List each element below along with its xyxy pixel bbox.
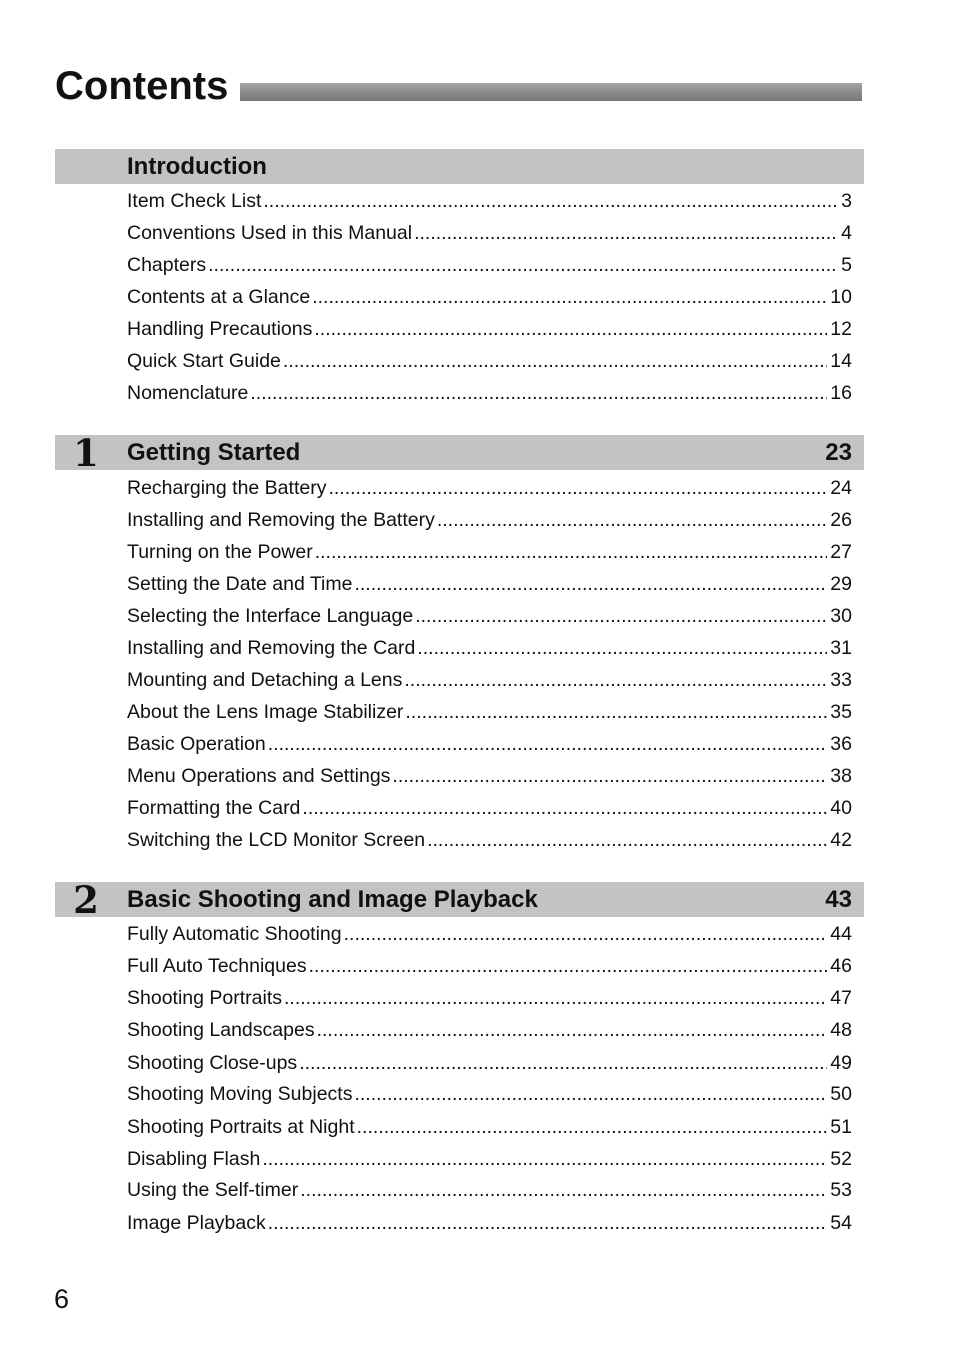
toc-entry-label: Basic Operation	[127, 733, 266, 755]
toc-entry[interactable]	[127, 826, 852, 854]
toc-entry-label: Using the Self-timer	[127, 1179, 299, 1201]
toc-entry-label: Shooting Close-ups	[127, 1052, 298, 1074]
toc-entry-page: 52	[830, 1148, 852, 1170]
toc-entry-page: 24	[830, 477, 852, 499]
dot-leader	[392, 762, 827, 790]
toc-entry[interactable]	[127, 920, 852, 948]
toc-entry[interactable]	[127, 634, 852, 662]
toc-entry-page: 42	[830, 829, 852, 851]
section-introduction	[55, 149, 864, 404]
dot-leader	[268, 730, 828, 758]
dot-leader	[300, 1176, 827, 1204]
toc-entry-label: Item Check List	[127, 190, 262, 212]
page-title: Contents	[55, 64, 229, 108]
toc-entry[interactable]	[127, 379, 852, 407]
toc-entry-label: Recharging the Battery	[127, 477, 327, 499]
toc-entry-page: 36	[830, 733, 852, 755]
toc-entry-page: 38	[830, 765, 852, 787]
toc-entry-label: Full Auto Techniques	[127, 955, 307, 977]
toc-entry-label: Menu Operations and Settings	[127, 765, 391, 787]
toc-entry[interactable]	[127, 1113, 852, 1141]
dot-leader	[302, 794, 827, 822]
dot-leader	[357, 1113, 828, 1141]
toc-entry[interactable]	[127, 730, 852, 758]
toc-entry-label: Switching the LCD Monitor Screen	[127, 829, 426, 851]
toc-entry[interactable]	[127, 187, 852, 215]
toc-entry[interactable]	[127, 1049, 852, 1077]
page-number: 6	[54, 1284, 70, 1314]
section-title[interactable]: Introduction	[127, 153, 267, 180]
dot-leader	[299, 1049, 827, 1077]
section-title[interactable]: Getting Started	[127, 439, 301, 466]
toc-entry[interactable]	[127, 219, 852, 247]
toc-entry-label: Shooting Portraits	[127, 987, 283, 1009]
toc-entry-page: 46	[830, 955, 852, 977]
section-title[interactable]: Basic Shooting and Image Playback	[127, 886, 538, 913]
toc-entry-page: 44	[830, 923, 852, 945]
dot-leader	[314, 315, 827, 343]
dot-leader	[417, 634, 827, 662]
toc-entry-page: 35	[830, 701, 852, 723]
toc-entry[interactable]	[127, 570, 852, 598]
toc-entry[interactable]	[127, 1080, 852, 1108]
toc-entry[interactable]	[127, 474, 852, 502]
toc-entry[interactable]	[127, 538, 852, 566]
toc-entry-label: Fully Automatic Shooting	[127, 923, 342, 945]
toc-entry-label: Contents at a Glance	[127, 286, 311, 308]
dot-leader	[344, 920, 828, 948]
toc-entry-label: Installing and Removing the Battery	[127, 509, 435, 531]
toc-entry-label: Quick Start Guide	[127, 350, 281, 372]
toc-entry-page: 50	[830, 1083, 852, 1105]
toc-entry[interactable]	[127, 666, 852, 694]
toc-entry-page: 14	[830, 350, 852, 372]
title-decoration-bar	[240, 83, 862, 101]
toc-entry-label: Image Playback	[127, 1212, 266, 1234]
dot-leader	[415, 602, 827, 630]
toc-entry[interactable]	[127, 283, 852, 311]
toc-entry-label: Installing and Removing the Card	[127, 637, 416, 659]
toc-entry[interactable]	[127, 506, 852, 534]
dot-leader	[250, 379, 827, 407]
toc-entry-page: 3	[841, 190, 852, 212]
dot-leader	[328, 474, 827, 502]
dot-leader	[312, 283, 827, 311]
toc-entry-page: 48	[830, 1019, 852, 1041]
section-page: 23	[825, 439, 852, 466]
dot-leader	[283, 347, 827, 375]
dot-leader	[309, 952, 828, 980]
toc-entry[interactable]	[127, 762, 852, 790]
chapter-number: 2	[73, 878, 99, 922]
toc-entry-page: 4	[841, 222, 852, 244]
toc-entry[interactable]	[127, 952, 852, 980]
section-basic-shooting	[55, 878, 864, 1234]
section-header	[55, 431, 864, 475]
toc-entry-label: Disabling Flash	[127, 1148, 261, 1170]
toc-entry-page: 5	[841, 254, 852, 276]
toc-entry-page: 49	[830, 1052, 852, 1074]
toc-entry-label: Handling Precautions	[127, 318, 313, 340]
toc-entry[interactable]	[127, 602, 852, 630]
dot-leader	[317, 1016, 828, 1044]
toc-entry-label: Setting the Date and Time	[127, 573, 353, 595]
toc-entry[interactable]	[127, 984, 852, 1012]
section-header	[55, 878, 864, 922]
toc-entry-page: 31	[830, 637, 852, 659]
dot-leader	[263, 187, 838, 215]
dot-leader	[427, 826, 827, 854]
dot-leader	[315, 538, 828, 566]
toc-entry-page: 30	[830, 605, 852, 627]
toc-entry-page: 26	[830, 509, 852, 531]
toc-entry[interactable]	[127, 794, 852, 822]
toc-entry[interactable]	[127, 698, 852, 726]
toc-entry-label: Shooting Portraits at Night	[127, 1116, 355, 1138]
toc-entry-label: About the Lens Image Stabilizer	[127, 701, 404, 723]
toc-entry-page: 53	[830, 1179, 852, 1201]
toc-entry-label: Shooting Landscapes	[127, 1019, 315, 1041]
toc-entry-label: Mounting and Detaching a Lens	[127, 669, 403, 691]
dot-leader	[268, 1209, 828, 1237]
toc-entry-label: Formatting the Card	[127, 797, 301, 819]
toc-entry-page: 51	[830, 1116, 852, 1138]
toc-entry[interactable]	[127, 347, 852, 375]
toc-entry-page: 10	[830, 286, 852, 308]
dot-leader	[208, 251, 838, 279]
toc-entry-label: Turning on the Power	[127, 541, 313, 563]
toc-entry-page: 47	[830, 987, 852, 1009]
dot-leader	[354, 570, 827, 598]
toc-entry-page: 54	[830, 1212, 852, 1234]
toc-entry-page: 40	[830, 797, 852, 819]
toc-entry-label: Conventions Used in this Manual	[127, 222, 413, 244]
section-page: 43	[825, 886, 852, 913]
dot-leader	[262, 1145, 827, 1173]
toc-entry-label: Selecting the Interface Language	[127, 605, 414, 627]
toc-entry[interactable]	[127, 251, 852, 279]
toc-entry-label: Chapters	[127, 254, 207, 276]
toc-entry-page: 33	[830, 669, 852, 691]
toc-entry-label: Nomenclature	[127, 382, 249, 404]
dot-leader	[284, 984, 827, 1012]
toc-entry[interactable]	[127, 1016, 852, 1044]
dot-leader	[405, 698, 827, 726]
dot-leader	[354, 1080, 827, 1108]
toc-entry-page: 12	[830, 318, 852, 340]
section-getting-started	[55, 431, 864, 851]
dot-leader	[414, 219, 838, 247]
chapter-number: 1	[73, 431, 99, 475]
toc-entry-page: 29	[830, 573, 852, 595]
dot-leader	[404, 666, 827, 694]
toc-entry-label: Shooting Moving Subjects	[127, 1083, 353, 1105]
section-header	[55, 149, 864, 184]
dot-leader	[437, 506, 827, 534]
toc-entry[interactable]	[127, 1209, 852, 1237]
toc-entry-page: 16	[830, 382, 852, 404]
toc-entry[interactable]	[127, 1145, 852, 1173]
toc-entry-page: 27	[830, 541, 852, 563]
toc-entry[interactable]	[127, 315, 852, 343]
toc-entry[interactable]	[127, 1176, 852, 1204]
